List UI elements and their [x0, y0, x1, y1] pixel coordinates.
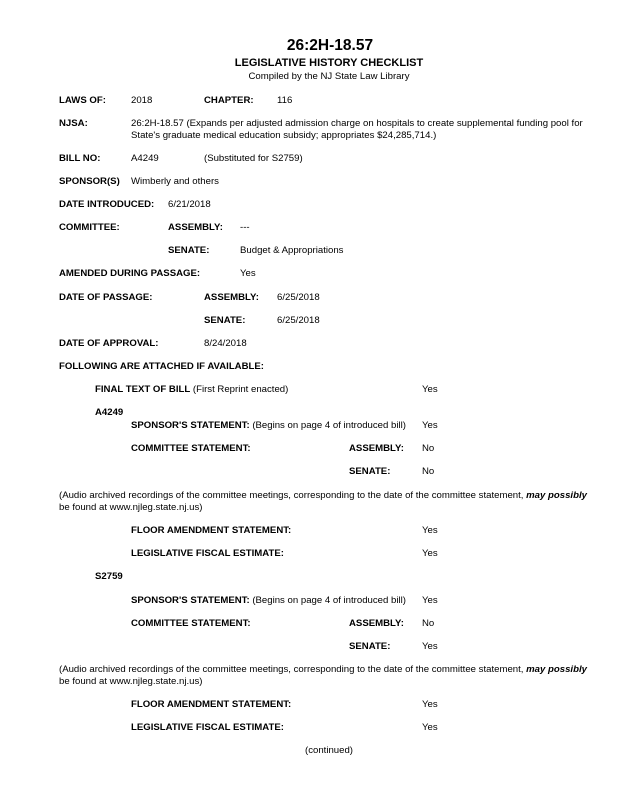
passage-senate-value: 6/25/2018 [277, 315, 320, 326]
page-title: 26:2H-18.57 [286, 37, 374, 54]
s2759-assembly-label: ASSEMBLY: [349, 618, 404, 629]
compiled-by: Compiled by the NJ State Law Library [248, 71, 410, 82]
a4249-audio-emphasis: may possibly [526, 490, 587, 501]
s2759-fiscal-value: Yes [422, 722, 438, 733]
njsa-line-2: State's graduate medical education subsidy; appropriates $24,285,714.) [131, 130, 437, 141]
passage-senate-label: SENATE: [204, 315, 246, 326]
s2759-sponsor-value: Yes [422, 595, 438, 606]
sponsors-label: SPONSOR(S) [59, 176, 120, 187]
njsa-line-1: 26:2H-18.57 (Expands per adjusted admission charge on hospitals to create supplemental funding pool for [131, 118, 583, 129]
s2759-sponsor-row [131, 595, 406, 607]
amended-label: AMENDED DURING PASSAGE: [59, 268, 201, 279]
bill-no-label: BILL NO: [59, 153, 101, 164]
committee-label: COMMITTEE: [59, 222, 120, 233]
a4249-floor-label: FLOOR AMENDMENT STATEMENT: [131, 525, 292, 536]
a4249-sponsor-row [131, 420, 406, 432]
passage-assembly-value: 6/25/2018 [277, 292, 320, 303]
s2759-floor-value: Yes [422, 699, 438, 710]
s2759-senate-label: SENATE: [349, 641, 391, 652]
s2759-audio-line-1: (Audio archived recordings of the committee meetings, corresponding to the date of the committee statement, may possibly [59, 664, 587, 675]
a4249-floor-value: Yes [422, 525, 438, 536]
s2759-sponsor-note: (Begins on page 4 of introduced bill) [252, 595, 406, 606]
final-text-value: Yes [422, 384, 438, 395]
checklist-subtitle: LEGISLATIVE HISTORY CHECKLIST [234, 57, 424, 69]
approval-value: 8/24/2018 [204, 338, 247, 349]
a4249-senate-label: SENATE: [349, 466, 391, 477]
passage-assembly-label: ASSEMBLY: [204, 292, 259, 303]
s2759-committee-label: COMMITTEE STATEMENT: [131, 618, 251, 629]
final-text-label: FINAL TEXT OF BILL [95, 384, 191, 395]
s2759-fiscal-label: LEGISLATIVE FISCAL ESTIMATE: [131, 722, 284, 733]
s2759-audio-line-2: be found at www.njleg.state.nj.us) [59, 676, 203, 687]
a4249-committee-label: COMMITTEE STATEMENT: [131, 443, 251, 454]
date-introduced-label: DATE INTRODUCED: [59, 199, 155, 210]
passage-label: DATE OF PASSAGE: [59, 292, 153, 303]
s2759-audio-emphasis: may possibly [526, 664, 587, 675]
final-text-note: (First Reprint enacted) [192, 384, 289, 395]
a4249-audio-line-2: be found at www.njleg.state.nj.us) [59, 502, 203, 513]
s2759-assembly-value: No [422, 618, 435, 629]
laws-of-value: 2018 [131, 95, 153, 106]
chapter-label: CHAPTER: [204, 95, 254, 106]
chapter-value: 116 [277, 95, 293, 106]
a4249-sponsor-value: Yes [422, 420, 438, 431]
bill-no-value: A4249 [131, 153, 159, 164]
attached-heading: FOLLOWING ARE ATTACHED IF AVAILABLE: [59, 361, 264, 372]
a4249-sponsor-label: SPONSOR'S STATEMENT: [131, 420, 250, 431]
s2759-heading: S2759 [95, 571, 123, 582]
committee-senate-label: SENATE: [168, 245, 210, 256]
approval-label: DATE OF APPROVAL: [59, 338, 159, 349]
continued-note: (continued) [305, 745, 353, 756]
a4249-senate-value: No [422, 466, 435, 477]
committee-assembly-label: ASSEMBLY: [168, 222, 223, 233]
bill-substituted-note: (Substituted for S2759) [204, 153, 303, 164]
a4249-fiscal-value: Yes [422, 548, 438, 559]
committee-assembly-value: --- [240, 222, 250, 233]
a4249-fiscal-label: LEGISLATIVE FISCAL ESTIMATE: [131, 548, 284, 559]
final-text-row [95, 384, 288, 396]
a4249-audio-line-1: (Audio archived recordings of the committee meetings, corresponding to the date of the committee statement, may possibly [59, 490, 587, 501]
a4249-sponsor-note: (Begins on page 4 of introduced bill) [252, 420, 406, 431]
s2759-floor-label: FLOOR AMENDMENT STATEMENT: [131, 699, 292, 710]
laws-of-label: LAWS OF: [59, 95, 106, 106]
njsa-label: NJSA: [59, 118, 88, 129]
date-introduced-value: 6/21/2018 [168, 199, 211, 210]
a4249-assembly-label: ASSEMBLY: [349, 443, 404, 454]
amended-value: Yes [240, 268, 256, 279]
a4249-assembly-value: No [422, 443, 435, 454]
s2759-sponsor-label: SPONSOR'S STATEMENT: [131, 595, 250, 606]
committee-senate-value: Budget & Appropriations [240, 245, 344, 256]
sponsors-value: Wimberly and others [131, 176, 219, 187]
s2759-senate-value: Yes [422, 641, 438, 652]
a4249-heading: A4249 [95, 407, 124, 418]
